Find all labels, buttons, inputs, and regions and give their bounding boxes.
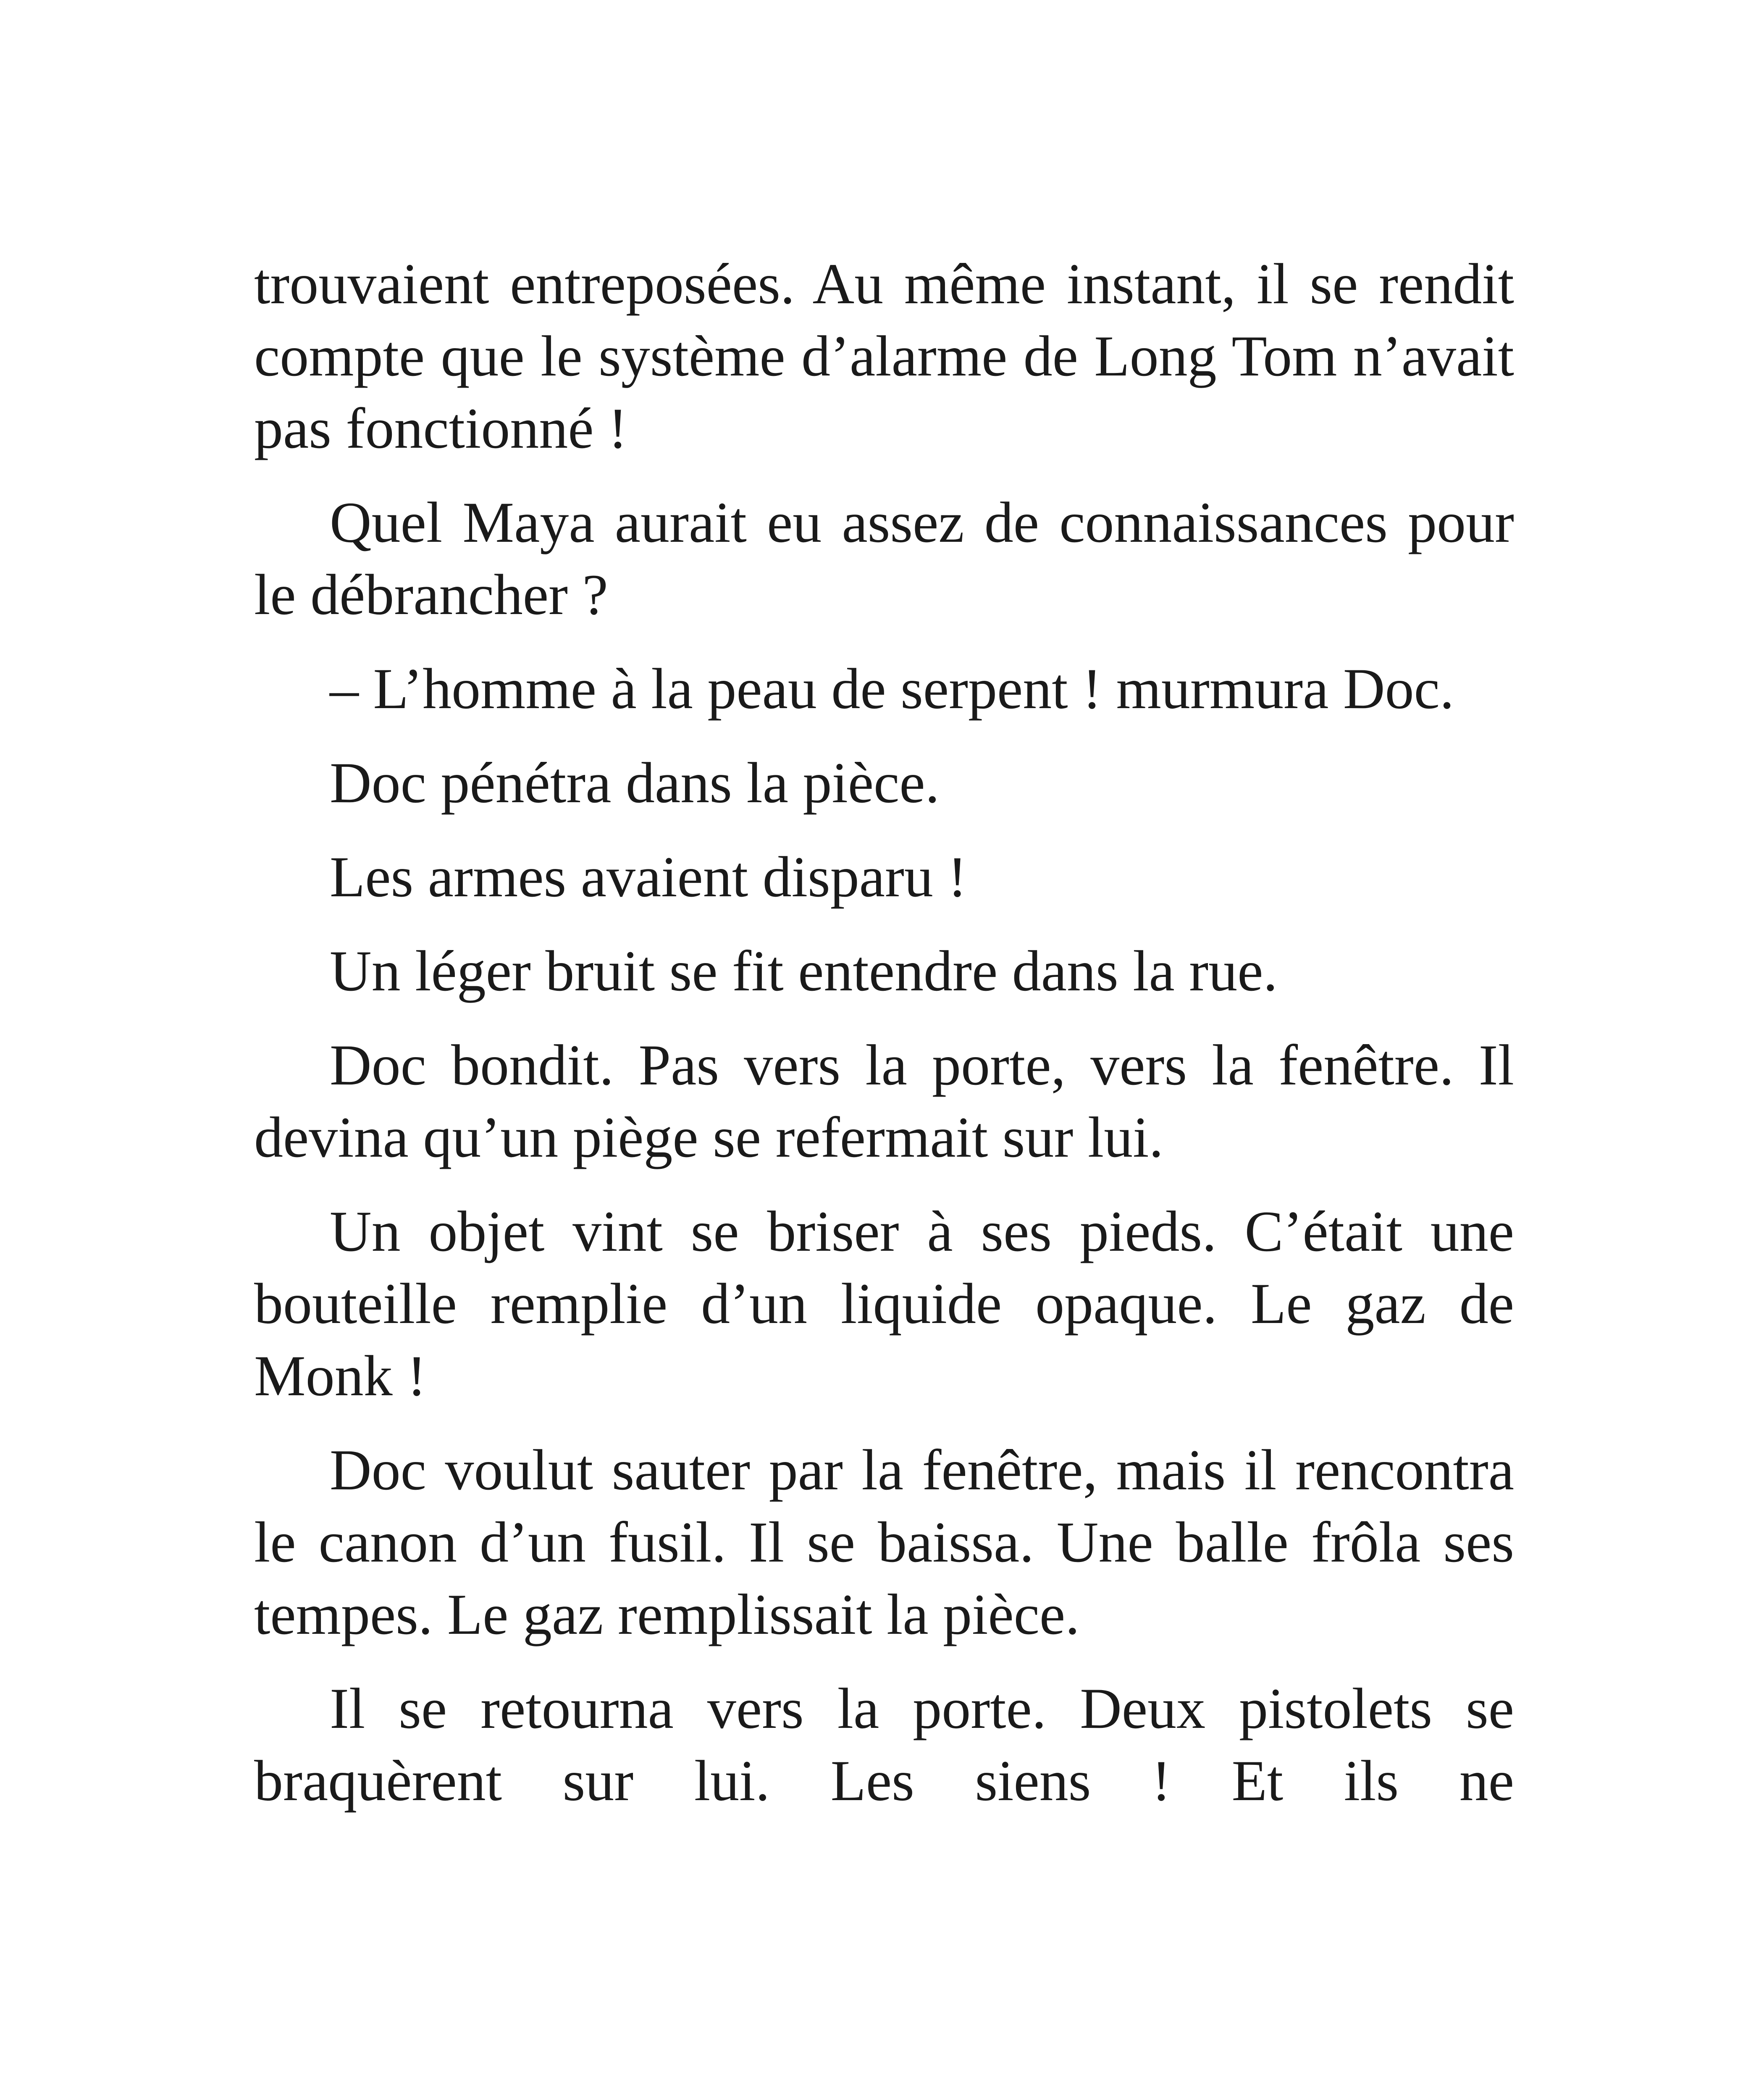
paragraph: Doc voulut sauter par la fenêtre, mais il rencontra le canon d’un fusil. Il se baissa. Une balle frôla ses tempes. Le gaz remplissait la pièce. xyxy=(254,1438,1514,1646)
paragraph: – L’homme à la peau de serpent ! murmura Doc. xyxy=(330,656,1454,721)
body-text xyxy=(254,248,1514,1839)
paragraph: Quel Maya aurait eu assez de connaissances pour le débrancher ? xyxy=(254,490,1514,627)
paragraph: Doc pénétra dans la pièce. xyxy=(330,751,940,815)
paragraph: Un léger bruit se fit entendre dans la rue. xyxy=(330,939,1278,1003)
paragraph: Doc bondit. Pas vers la porte, vers la fenêtre. Il devina qu’un piège se refermait sur lui. xyxy=(254,1033,1514,1169)
paragraph: trouvaient entreposées. Au même instant, il se rendit compte que le système d’alarme de Long Tom n’avait pas fonctionné ! xyxy=(254,252,1514,460)
paragraph: Un objet vint se briser à ses pieds. C’était une bouteille remplie d’un liquide opaque. Le gaz de Monk ! xyxy=(254,1199,1514,1408)
paragraph: Les armes avaient disparu ! xyxy=(330,845,967,909)
paragraph: Il se retourna vers la porte. Deux pistolets se braquèrent sur lui. Les siens ! Et ils ne xyxy=(254,1676,1514,1813)
